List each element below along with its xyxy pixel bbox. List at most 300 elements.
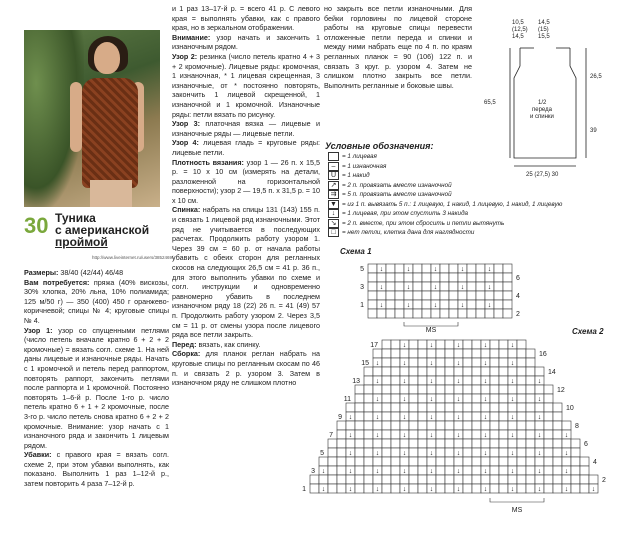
grid-cell (517, 394, 526, 403)
schematic-dim-65-5: 65,5 (484, 100, 496, 106)
paragraph-text: узор начать и закончить 1 изнаночным рядом. (172, 32, 320, 52)
grid-cell (409, 448, 418, 457)
grid-cell (476, 282, 485, 291)
grid-cell (526, 367, 535, 376)
down-arrow-icon: ↓ (348, 450, 353, 457)
row-number: 5 (360, 266, 364, 273)
grid-cell (499, 367, 508, 376)
grid-cell (391, 367, 400, 376)
grid-cell (445, 484, 454, 493)
grid-cell (485, 273, 494, 282)
grid-cell (364, 403, 373, 412)
grid-cell (472, 475, 481, 484)
grid-cell (526, 349, 535, 358)
legend-text: = 1 изнаночная (342, 162, 387, 170)
grid-cell (409, 439, 418, 448)
down-arrow-icon: ↓ (406, 302, 411, 309)
paragraph-heading: Узор 1: (24, 325, 53, 335)
grid-cell (355, 457, 364, 466)
model-face (94, 42, 120, 74)
grid-cell (472, 367, 481, 376)
grid-cell (517, 448, 526, 457)
grid-cell (386, 309, 395, 318)
grid-cell (490, 385, 499, 394)
grid-cell (409, 376, 418, 385)
grid-cell (391, 421, 400, 430)
grid-cell (463, 367, 472, 376)
grid-cell (364, 457, 373, 466)
grid-cell (476, 309, 485, 318)
down-arrow-icon: ↓ (375, 378, 380, 385)
grid-cell (328, 466, 337, 475)
grid-cell (454, 349, 463, 358)
paragraph (172, 158, 320, 206)
down-arrow-icon: ↓ (564, 450, 569, 457)
grid-cell (418, 421, 427, 430)
grid-cell (368, 282, 377, 291)
grid-cell (526, 430, 535, 439)
grid-cell (395, 309, 404, 318)
grid-cell (463, 457, 472, 466)
grid-cell (508, 367, 517, 376)
grid-cell (404, 291, 413, 300)
grid-cell (580, 457, 589, 466)
legend-symbol-icon (328, 152, 339, 161)
grid-cell (463, 412, 472, 421)
grid-cell (328, 439, 337, 448)
grid-cell (481, 439, 490, 448)
schematic-top-left-2: (12,5) (512, 27, 528, 33)
grid-cell (418, 376, 427, 385)
down-arrow-icon: ↓ (375, 486, 380, 493)
row-number: 7 (329, 432, 333, 439)
grid-cell (544, 403, 553, 412)
paragraph-heading: Плотность вязания: (172, 157, 244, 167)
down-arrow-icon: ↓ (537, 396, 542, 403)
grid-cell (553, 403, 562, 412)
grid-cell (571, 484, 580, 493)
grid-cell (436, 439, 445, 448)
grid-cell (449, 282, 458, 291)
grid-cell (418, 340, 427, 349)
grid-cell (386, 264, 395, 273)
grid-cell (382, 475, 391, 484)
grid-cell (535, 385, 544, 394)
row-number: 17 (370, 342, 378, 349)
grid-cell (526, 448, 535, 457)
grid-cell (544, 385, 553, 394)
grid-cell (449, 291, 458, 300)
paragraph-heading: Спинка: (172, 205, 201, 215)
grid-cell (499, 421, 508, 430)
down-arrow-icon: ↓ (456, 468, 461, 475)
grid-cell (364, 484, 373, 493)
grid-cell (445, 430, 454, 439)
grid-cell (472, 376, 481, 385)
grid-cell (499, 412, 508, 421)
schematic-top-right-1: 14,5 (538, 20, 550, 26)
down-arrow-icon: ↓ (510, 432, 515, 439)
grid-cell (391, 340, 400, 349)
grid-cell (490, 403, 499, 412)
grid-cell (355, 403, 364, 412)
row-number: 2 (516, 311, 520, 318)
grid-cell (395, 273, 404, 282)
text-column-2 (172, 4, 320, 388)
grid-cell (382, 421, 391, 430)
grid-cell (490, 358, 499, 367)
grid-cell (463, 358, 472, 367)
grid-cell (436, 358, 445, 367)
grid-cell (499, 475, 508, 484)
grid-cell (355, 475, 364, 484)
grid-cell (499, 484, 508, 493)
legend-symbol-icon: ↓ (328, 209, 339, 218)
grid-cell (355, 430, 364, 439)
grid-cell (472, 484, 481, 493)
legend-row (328, 190, 452, 199)
grid-cell (364, 367, 373, 376)
grid-cell (494, 291, 503, 300)
grid-cell (481, 475, 490, 484)
grid-cell (445, 448, 454, 457)
grid-cell (319, 475, 328, 484)
grid-cell (413, 273, 422, 282)
paragraph-heading: Узор 4: (172, 138, 199, 148)
grid-cell (382, 385, 391, 394)
grid-cell (391, 430, 400, 439)
grid-cell (391, 358, 400, 367)
grid-cell (553, 430, 562, 439)
grid-cell (445, 358, 454, 367)
grid-cell (463, 439, 472, 448)
grid-cell (418, 412, 427, 421)
grid-cell (328, 457, 337, 466)
grid-cell (436, 367, 445, 376)
grid-cell (368, 300, 377, 309)
down-arrow-icon: ↓ (456, 414, 461, 421)
grid-cell (368, 264, 377, 273)
grid-cell (404, 273, 413, 282)
repeat-label: MS (511, 507, 523, 514)
grid-cell (476, 291, 485, 300)
down-arrow-icon: ↓ (348, 432, 353, 439)
grid-cell (544, 394, 553, 403)
grid-cell (377, 309, 386, 318)
grid-cell (409, 412, 418, 421)
grid-cell (319, 457, 328, 466)
grid-cell (517, 439, 526, 448)
grid-cell (535, 457, 544, 466)
down-arrow-icon: ↓ (402, 486, 407, 493)
grid-cell (395, 300, 404, 309)
down-arrow-icon: ↓ (375, 396, 380, 403)
down-arrow-icon: ↓ (483, 486, 488, 493)
down-arrow-icon: ↓ (402, 342, 407, 349)
paragraph (24, 278, 169, 326)
grid-cell (562, 457, 571, 466)
grid-cell (503, 291, 512, 300)
down-arrow-icon: ↓ (375, 450, 380, 457)
down-arrow-icon: ↓ (483, 342, 488, 349)
grid-cell (427, 349, 436, 358)
grid-cell (436, 376, 445, 385)
grid-cell (400, 421, 409, 430)
grid-cell (503, 300, 512, 309)
grid-cell (553, 466, 562, 475)
pattern-number: 30 (24, 213, 49, 238)
grid-cell (454, 385, 463, 394)
grid-cell (364, 439, 373, 448)
grid-cell (337, 484, 346, 493)
down-arrow-icon: ↓ (402, 468, 407, 475)
legend-row (328, 209, 468, 218)
down-arrow-icon: ↓ (456, 342, 461, 349)
grid-cell (418, 475, 427, 484)
schematic-center-3: и спинки (530, 114, 554, 120)
legend-symbol-icon: ↘ (328, 219, 339, 228)
row-number: 4 (516, 293, 520, 300)
grid-cell (373, 439, 382, 448)
grid-cell (427, 457, 436, 466)
grid-cell (418, 439, 427, 448)
grid-cell (310, 484, 319, 493)
row-number: 1 (302, 486, 306, 493)
grid-cell (463, 385, 472, 394)
model-photo (24, 30, 160, 207)
grid-cell (368, 273, 377, 282)
grid-cell (382, 394, 391, 403)
grid-cell (391, 394, 400, 403)
grid-cell (517, 349, 526, 358)
row-number: 6 (516, 275, 520, 282)
row-number: 6 (584, 441, 588, 448)
grid-cell (436, 403, 445, 412)
schematic-top-left-1: 10,5 (512, 20, 524, 26)
grid-cell (553, 457, 562, 466)
grid-cell (463, 421, 472, 430)
down-arrow-icon: ↓ (483, 378, 488, 385)
down-arrow-icon: ↓ (429, 360, 434, 367)
grid-cell (517, 421, 526, 430)
grid-cell (337, 448, 346, 457)
grid-cell (553, 475, 562, 484)
down-arrow-icon: ↓ (348, 486, 353, 493)
grid-cell (481, 349, 490, 358)
row-number: 14 (548, 369, 556, 376)
down-arrow-icon: ↓ (483, 450, 488, 457)
grid-cell (328, 475, 337, 484)
down-arrow-icon: ↓ (460, 284, 465, 291)
grid-cell (337, 466, 346, 475)
grid-cell (445, 457, 454, 466)
grid-cell (382, 457, 391, 466)
text-column-3 (324, 4, 472, 90)
down-arrow-icon: ↓ (429, 342, 434, 349)
grid-cell (526, 358, 535, 367)
grid-cell (463, 484, 472, 493)
grid-cell (517, 475, 526, 484)
grid-cell (481, 367, 490, 376)
legend-text: = из 1 п. вывязать 5 п.: 1 лицевую, 1 накид, 1 лицевую, 1 накид, 1 лицевую (342, 200, 563, 208)
grid-cell (472, 430, 481, 439)
legend-text: = нет петли, клетка дана для наглядности (342, 229, 475, 237)
grid-cell (517, 457, 526, 466)
down-arrow-icon: ↓ (537, 432, 542, 439)
grid-cell (499, 466, 508, 475)
grid-cell (571, 457, 580, 466)
legend-symbol-icon: ↗ (328, 181, 339, 190)
grid-cell (490, 367, 499, 376)
grid-cell (310, 475, 319, 484)
legend-row (328, 228, 474, 237)
grid-cell (445, 394, 454, 403)
down-arrow-icon: ↓ (537, 468, 542, 475)
grid-cell (422, 291, 431, 300)
grid-cell (382, 349, 391, 358)
grid-cell (503, 273, 512, 282)
grid-cell (409, 475, 418, 484)
grid-cell (418, 349, 427, 358)
grid-cell (445, 439, 454, 448)
grid-cell (373, 475, 382, 484)
legend-symbol-icon: U (328, 171, 339, 180)
row-number: 8 (575, 423, 579, 430)
grid-cell (517, 484, 526, 493)
grid-cell (481, 403, 490, 412)
grid-cell (494, 309, 503, 318)
legend-row (328, 219, 504, 228)
grid-cell (467, 282, 476, 291)
grid-cell (476, 273, 485, 282)
down-arrow-icon: ↓ (510, 360, 515, 367)
grid-cell (355, 394, 364, 403)
grid-cell (463, 349, 472, 358)
legend-title: Условные обозначения: (325, 141, 434, 151)
grid-cell (445, 475, 454, 484)
grid-cell (409, 403, 418, 412)
grid-cell (346, 439, 355, 448)
grid-cell (346, 457, 355, 466)
grid-cell (508, 475, 517, 484)
grid-cell (355, 421, 364, 430)
row-number: 15 (361, 360, 369, 367)
grid-cell (391, 475, 400, 484)
paragraph-text: пряжа (40% вискозы, 30% хлопка, 20% льна, 10% полиамида; 125 м/50 г) — 350 (400) 450 г оранжево-коричневой; спицы № 4; круговые спицы № 4. (24, 277, 169, 325)
grid-cell (490, 484, 499, 493)
grid-cell (445, 412, 454, 421)
grid-cell (499, 403, 508, 412)
grid-cell (526, 439, 535, 448)
grid-cell (445, 466, 454, 475)
down-arrow-icon: ↓ (537, 486, 542, 493)
down-arrow-icon: ↓ (375, 468, 380, 475)
grid-cell (463, 466, 472, 475)
down-arrow-icon: ↓ (564, 432, 569, 439)
paragraph-text: и 1 раз 13–17-й р. = всего 41 р. С левого края = выполнять убавки, как с правого края, но в зеркальном отображении. (172, 4, 320, 33)
grid-cell (445, 376, 454, 385)
grid-cell (494, 264, 503, 273)
schematic-bottom: 25 (27,5) 30 (526, 172, 559, 178)
title-line: с американской (55, 223, 150, 237)
down-arrow-icon: ↓ (510, 342, 515, 349)
grid-cell (526, 394, 535, 403)
grid-cell (472, 358, 481, 367)
grid-cell (481, 385, 490, 394)
down-arrow-icon: ↓ (456, 378, 461, 385)
down-arrow-icon: ↓ (510, 414, 515, 421)
grid-cell (364, 412, 373, 421)
grid-cell (400, 439, 409, 448)
grid-cell (544, 421, 553, 430)
grid-cell (422, 264, 431, 273)
paragraph-text: платочная вязка — лицевые и изнаночные ряды — лицевые петли. (172, 119, 320, 138)
grid-cell (409, 484, 418, 493)
grid-cell (481, 457, 490, 466)
grid-cell (503, 282, 512, 291)
grid-cell (472, 457, 481, 466)
down-arrow-icon: ↓ (379, 284, 384, 291)
grid-cell (418, 394, 427, 403)
grid-cell (499, 358, 508, 367)
grid-cell (490, 439, 499, 448)
grid-cell (364, 448, 373, 457)
down-arrow-icon: ↓ (510, 450, 515, 457)
grid-cell (440, 309, 449, 318)
scheme-2-title: Схема 2 (572, 327, 604, 336)
grid-cell (476, 300, 485, 309)
grid-cell (553, 421, 562, 430)
grid-cell (413, 291, 422, 300)
down-arrow-icon: ↓ (375, 432, 380, 439)
grid-cell (382, 340, 391, 349)
grid-cell (526, 466, 535, 475)
grid-cell (418, 466, 427, 475)
grid-cell (499, 385, 508, 394)
paragraph-heading: Узор 2: (172, 51, 198, 61)
down-arrow-icon: ↓ (456, 360, 461, 367)
grid-cell (467, 291, 476, 300)
grid-cell (373, 421, 382, 430)
grid-cell (368, 309, 377, 318)
grid-cell (368, 291, 377, 300)
schematic-dim-26-5: 26,5 (590, 74, 602, 80)
grid-cell (517, 358, 526, 367)
grid-cell (337, 475, 346, 484)
grid-cell (427, 439, 436, 448)
grid-cell (418, 358, 427, 367)
row-number: 2 (602, 477, 606, 484)
grid-cell (499, 376, 508, 385)
grid-cell (337, 439, 346, 448)
grid-cell (454, 439, 463, 448)
grid-cell (386, 282, 395, 291)
grid-cell (436, 466, 445, 475)
down-arrow-icon: ↓ (406, 266, 411, 273)
grid-cell (418, 367, 427, 376)
down-arrow-icon: ↓ (429, 468, 434, 475)
grid-cell (494, 300, 503, 309)
paragraph (172, 52, 320, 119)
grid-cell (413, 282, 422, 291)
grid-cell (436, 430, 445, 439)
legend-row (328, 181, 452, 190)
grid-cell (494, 273, 503, 282)
grid-cell (472, 403, 481, 412)
grid-cell (454, 403, 463, 412)
paragraph-heading: Перед: (172, 339, 197, 349)
grid-cell (373, 403, 382, 412)
